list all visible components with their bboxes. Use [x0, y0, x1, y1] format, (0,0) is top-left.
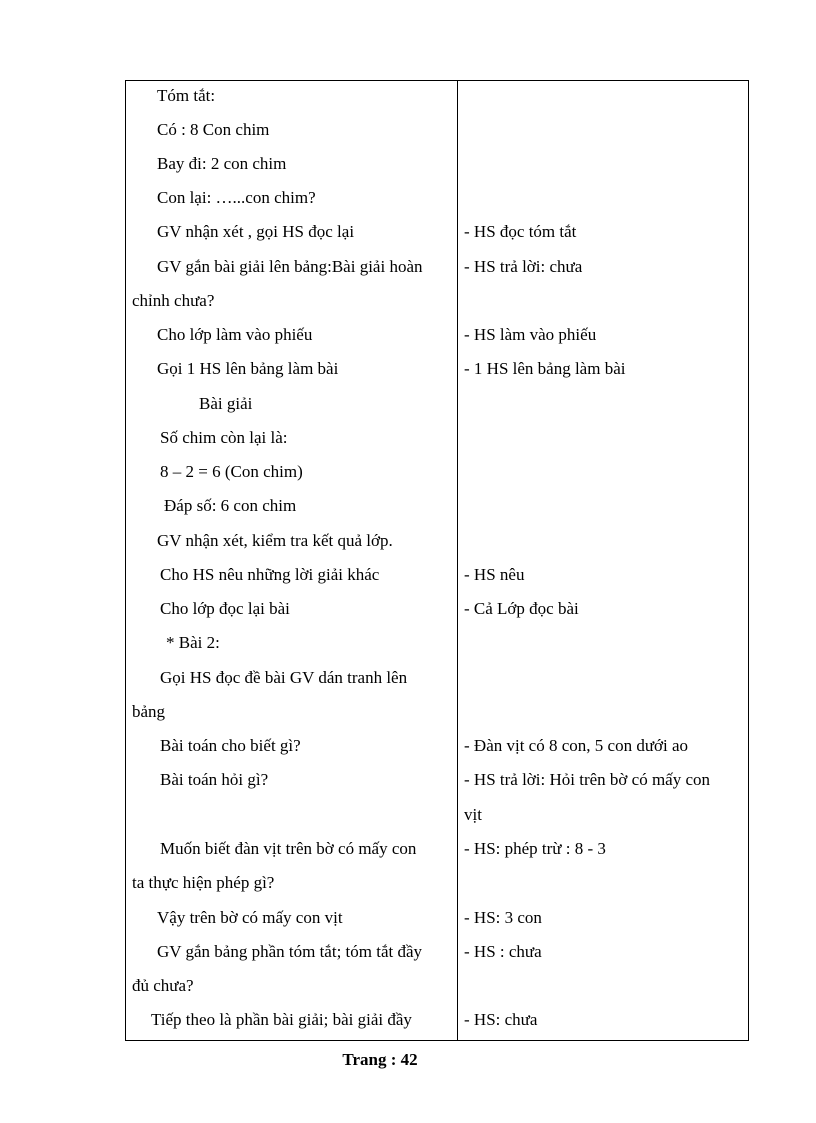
left-line-3: Bay đi: 2 con chim — [157, 154, 287, 173]
left-line-11: Số chim còn lại là: — [160, 428, 288, 447]
left-line-23: ta thực hiện phép gì? — [132, 873, 275, 892]
left-line-12: 8 – 2 = 6 (Con chim) — [160, 462, 303, 481]
page-number: Trang : 42 — [342, 1050, 418, 1069]
left-line-17: * Bài 2: — [166, 633, 220, 652]
left-line-16: Cho lớp đọc lại bài — [160, 599, 290, 618]
right-line-9: vịt — [464, 805, 482, 824]
right-line-6: - Cả Lớp đọc bài — [464, 599, 579, 618]
left-line-7: chỉnh chưa? — [132, 291, 215, 310]
left-line-25: GV gắn bảng phần tóm tắt; tóm tắt đầy — [157, 942, 423, 961]
left-line-24: Vậy trên bờ có mấy con vịt — [157, 908, 343, 927]
right-line-7: - Đàn vịt có 8 con, 5 con dưới ao — [464, 736, 689, 755]
left-line-6: GV gắn bài giải lên bảng:Bài giải hoàn — [157, 257, 423, 276]
left-line-9: Gọi 1 HS lên bảng làm bài — [157, 359, 339, 378]
left-line-20: Bài toán cho biết gì? — [160, 736, 301, 755]
lesson-table — [125, 80, 749, 1041]
left-line-26: đủ chưa? — [132, 976, 194, 995]
left-line-22: Muốn biết đàn vịt trên bờ có mấy con — [160, 839, 417, 858]
left-line-1: Tóm tắt: — [157, 86, 216, 105]
right-line-4: - 1 HS lên bảng làm bài — [464, 359, 626, 378]
left-line-19: bảng — [132, 702, 166, 721]
column-divider — [457, 81, 458, 1040]
left-line-15: Cho HS nêu những lời giải khác — [160, 565, 380, 584]
right-line-3: - HS làm vào phiếu — [464, 325, 597, 344]
right-line-8: - HS trả lời: Hỏi trên bờ có mấy con — [464, 770, 711, 789]
right-line-1: - HS đọc tóm tắt — [464, 222, 577, 241]
right-line-2: - HS trả lời: chưa — [464, 257, 583, 276]
left-line-18: Gọi HS đọc đề bài GV dán tranh lên — [160, 668, 408, 687]
left-line-10: Bài giải — [199, 394, 253, 413]
left-line-14: GV nhận xét, kiểm tra kết quả lớp. — [157, 531, 393, 550]
left-line-21: Bài toán hỏi gì? — [160, 770, 269, 789]
left-line-27: Tiếp theo là phần bài giải; bài giải đầy — [151, 1010, 412, 1029]
left-line-13: Đáp số: 6 con chim — [164, 496, 297, 515]
left-line-5: GV nhận xét , gọi HS đọc lại — [157, 222, 355, 241]
right-line-12: - HS : chưa — [464, 942, 542, 961]
left-line-8: Cho lớp làm vào phiếu — [157, 325, 313, 344]
left-line-4: Con lại: …...con chim? — [157, 188, 316, 207]
right-line-5: - HS nêu — [464, 565, 525, 584]
right-line-13: - HS: chưa — [464, 1010, 538, 1029]
right-line-11: - HS: 3 con — [464, 908, 542, 927]
right-line-10: - HS: phép trừ : 8 - 3 — [464, 839, 606, 858]
left-line-2: Có : 8 Con chim — [157, 120, 270, 139]
